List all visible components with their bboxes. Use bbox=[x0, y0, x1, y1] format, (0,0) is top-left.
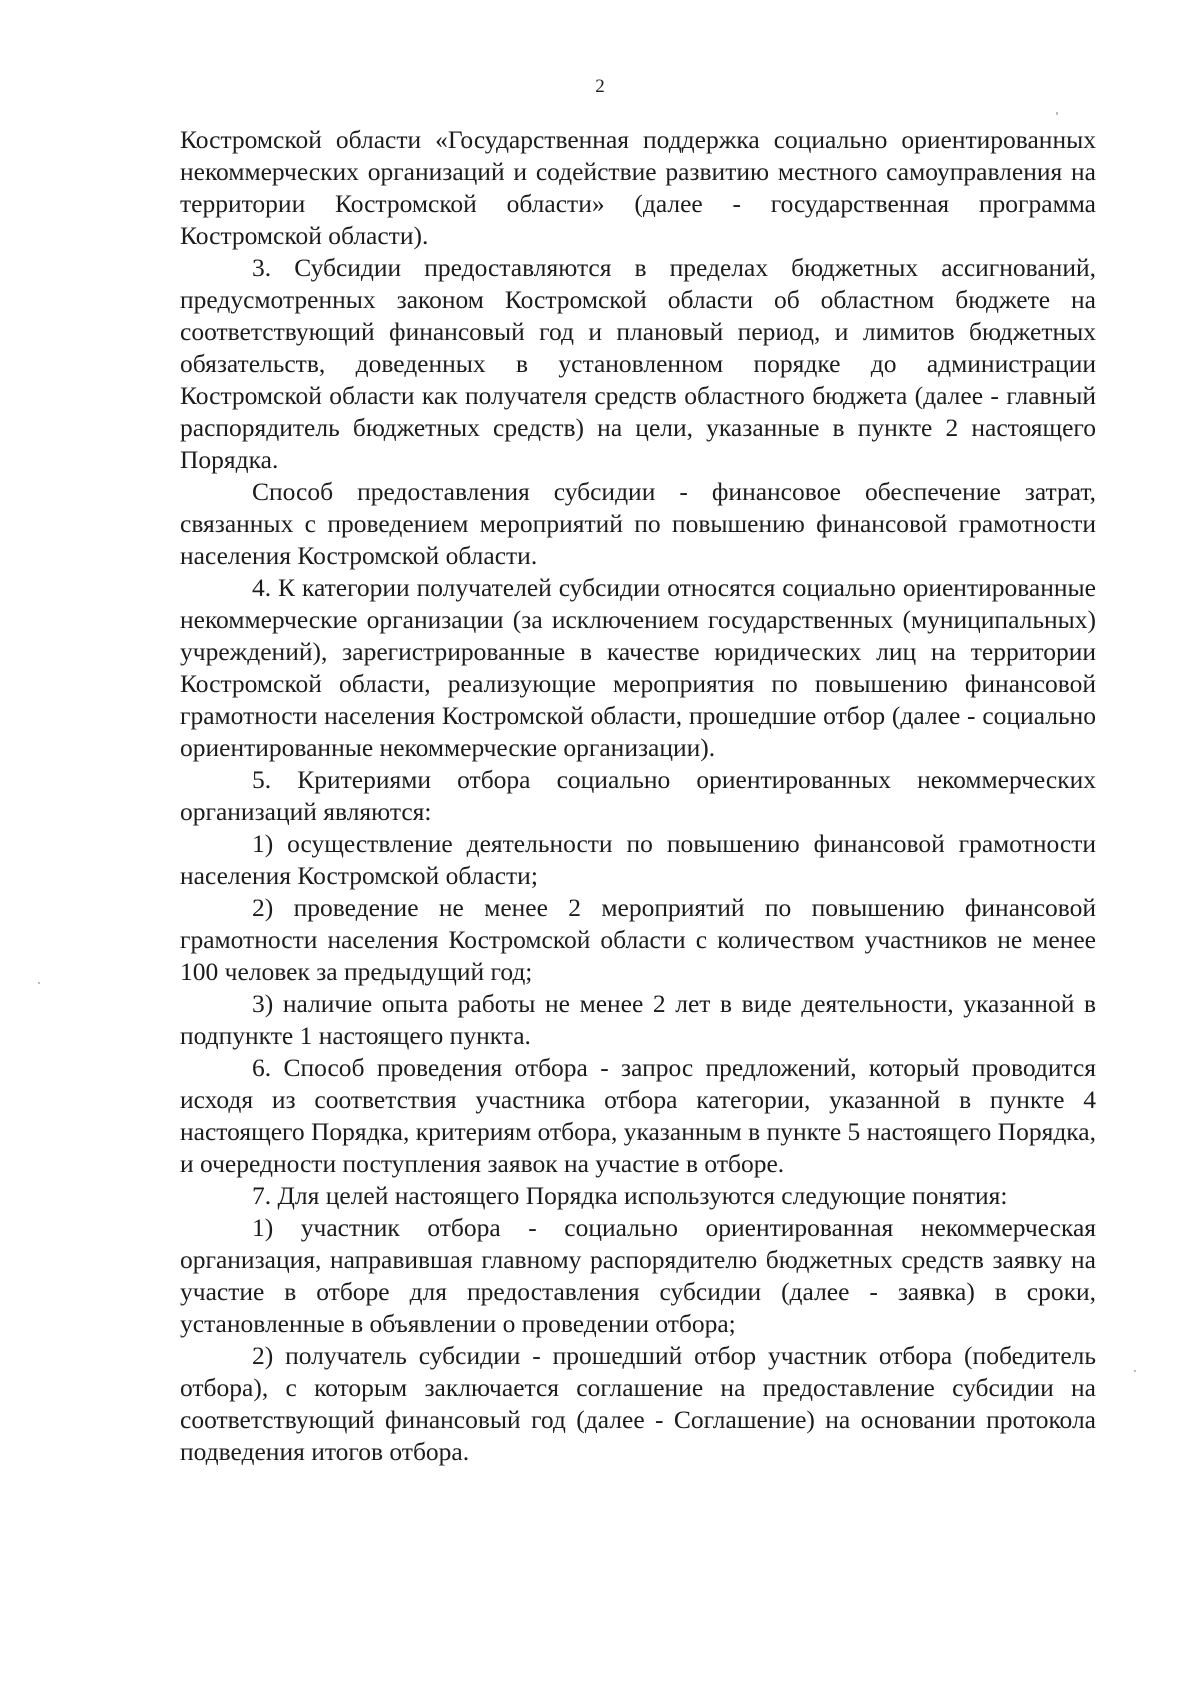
paragraph-item-4: 4. К категории получателей субсидии относятся социально ориентированные некоммерческие организации (за исключением государственных (муниципальных) учреждений), зарегистрированные в качестве юридических лиц на территории Костромской области, реализующие мероприятия по повышению финансовой грамотности населения Костромской области, прошедшие отбор (далее - социально ориентированные некоммерческие организации). bbox=[180, 573, 1096, 762]
scan-artifact-mark bbox=[1056, 112, 1058, 115]
document-body bbox=[180, 124, 1096, 1468]
scan-artifact-mark bbox=[1134, 1370, 1136, 1372]
paragraph-item-7-sub-2: 2) получатель субсидии - прошедший отбор участник отбора (победитель отбора), с которым заключается соглашение на предоставление субсидии на соответствующий финансовый год (далее - Соглашение) на основании протокола подведения итогов отбора. bbox=[180, 1341, 1096, 1466]
paragraph-item-6: 6. Способ проведения отбора - запрос предложений, который проводится исходя из соответствия участника отбора категории, указанной в пункте 4 настоящего Порядка, критериям отбора, указанным в пункте 5 настоящего Порядка, и очередности поступления заявок на участие в отборе. bbox=[180, 1053, 1096, 1178]
paragraph-item-5-sub-1: 1) осуществление деятельности по повышению финансовой грамотности населения Костромской области; bbox=[180, 829, 1096, 890]
paragraph-subsidy-method: Способ предоставления субсидии - финансовое обеспечение затрат, связанных с проведением мероприятий по повышению финансовой грамотности населения Костромской области. bbox=[180, 477, 1096, 570]
scan-artifact-mark bbox=[38, 982, 40, 984]
paragraph-item-5: 5. Критериями отбора социально ориентированных некоммерческих организаций являются: bbox=[180, 765, 1096, 826]
paragraph-item-5-sub-3: 3) наличие опыта работы не менее 2 лет в виде деятельности, указанной в подпункте 1 настоящего пункта. bbox=[180, 989, 1096, 1050]
page-number: 2 bbox=[595, 76, 605, 97]
paragraph-item-3: 3. Субсидии предоставляются в пределах бюджетных ассигнований, предусмотренных законом Костромской области об областном бюджете на соответствующий финансовый год и плановый период, и лимитов бюджетных обязательств, доведенных в установленном порядке до администрации Костромской области как получателя средств областного бюджета (далее - главный распорядитель бюджетных средств) на цели, указанные в пункте 2 настоящего Порядка. bbox=[180, 253, 1096, 474]
paragraph-item-5-sub-2: 2) проведение не менее 2 мероприятий по повышению финансовой грамотности населения Костромской области с количеством участников не менее 100 человек за предыдущий год; bbox=[180, 893, 1096, 986]
paragraph-item-7-sub-1: 1) участник отбора - социально ориентированная некоммерческая организация, направившая главному распорядителю бюджетных средств заявку на участие в отборе для предоставления субсидии (далее - заявка) в сроки, установленные в объявлении о проведении отбора; bbox=[180, 1213, 1096, 1338]
paragraph-program-reference: Костромской области «Государственная поддержка социально ориентированных некоммерческих организаций и содействие развитию местного самоуправления на территории Костромской области» (далее - государственная программа Костромской области). bbox=[180, 125, 1096, 250]
paragraph-item-7: 7. Для целей настоящего Порядка используются следующие понятия: bbox=[252, 1181, 1008, 1210]
